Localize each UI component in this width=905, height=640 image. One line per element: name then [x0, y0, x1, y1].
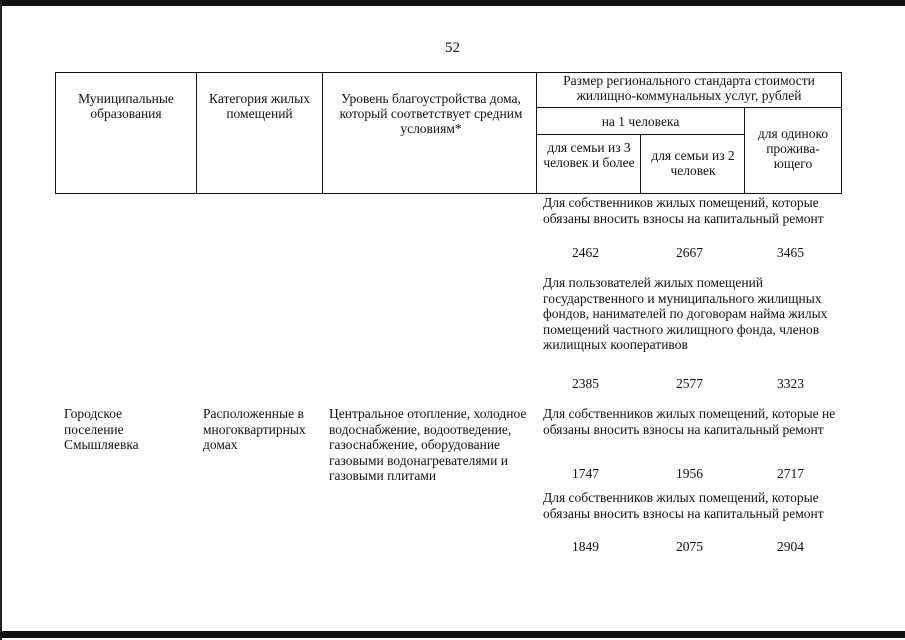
- value-family3: 2462: [572, 245, 599, 260]
- header-per-person: на 1 человека: [601, 114, 680, 129]
- value-family3: 1849: [572, 539, 599, 554]
- top-border: [0, 0, 905, 6]
- page-number: 52: [445, 40, 460, 56]
- row-category: Расположенные в многоквартирных домах: [203, 406, 306, 452]
- row-level: Центральное отопление, холодное водоснабжение, водоотведение, газоснабжение, оборудование газовыми водонагревателями и газовыми плитами: [329, 406, 527, 483]
- block-caption: Для собственников жилых помещений, которые не обязаны вносить взносы на капитальный ремонт: [543, 406, 836, 437]
- header-family3: для семьи из 3 человек и более: [543, 140, 635, 170]
- value-family2: 2577: [676, 376, 703, 391]
- row-municipality: Городское поселение Смышляевка: [64, 406, 139, 452]
- header-category: Категория жилых помещений: [209, 91, 310, 121]
- left-border: [0, 0, 2, 640]
- block-caption: Для пользователей жилых помещений государственного и муниципального жилищных фондов, нанимателей по договорам найма жилых помещений частного жилищного фонда, членов жилищных кооперативов: [543, 275, 828, 352]
- value-single: 2717: [777, 466, 804, 481]
- block-caption: Для собственников жилых помещений, которые обязаны вносить взносы на капитальный ремонт: [543, 490, 824, 521]
- value-family2: 2075: [676, 539, 703, 554]
- value-family3: 1747: [572, 466, 599, 481]
- bottom-border: [0, 631, 905, 638]
- value-single: 2904: [777, 539, 804, 554]
- block-caption: Для собственников жилых помещений, которые обязаны вносить взносы на капитальный ремонт: [543, 195, 824, 226]
- header-size: Размер регионального стандарта стоимости жилищно-коммунальных услуг, рублей: [563, 73, 815, 103]
- value-single: 3323: [777, 376, 804, 391]
- value-family2: 1956: [676, 466, 703, 481]
- header-municipality: Муниципальные образования: [78, 91, 174, 121]
- value-family3: 2385: [572, 376, 599, 391]
- header-single: для одиноко прожива-ющего: [757, 126, 829, 171]
- header-level: Уровень благоустройства дома, который соответствует средним условиям*: [339, 91, 523, 136]
- header-family2: для семьи из 2 человек: [651, 148, 735, 178]
- value-single: 3465: [777, 245, 804, 260]
- value-family2: 2667: [676, 245, 703, 260]
